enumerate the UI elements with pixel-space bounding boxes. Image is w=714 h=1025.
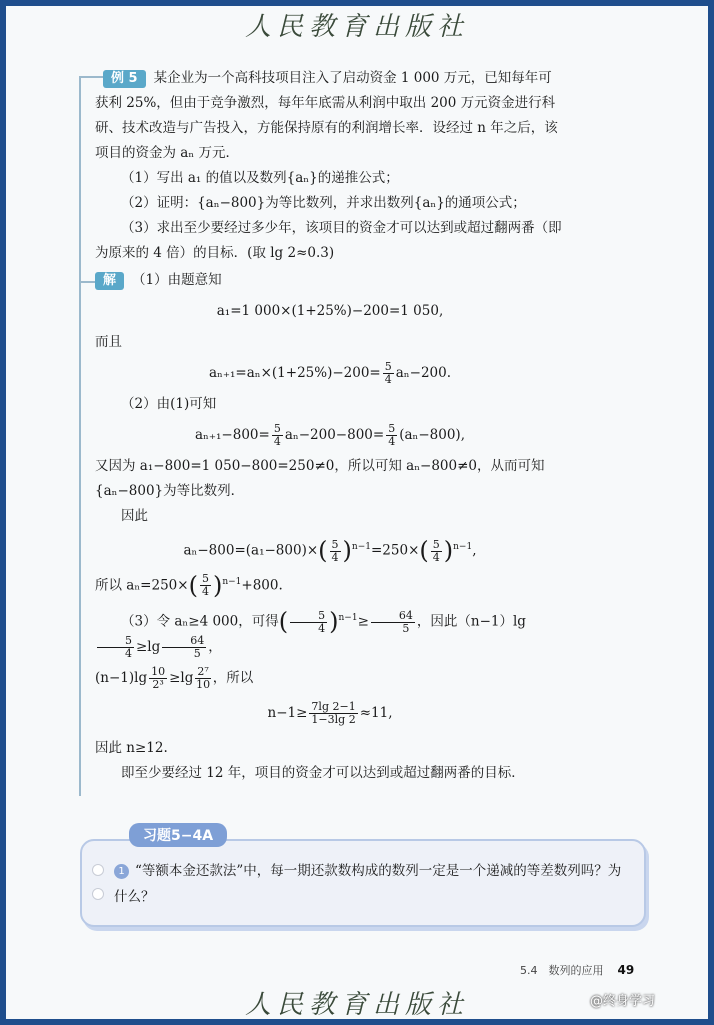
text-also: 而且 [95,334,122,350]
text-final: 即至少要经过 12 年，项目的资金才可以达到或超过翻两番的目标． [121,764,525,781]
text-part2-intro: （2）由(1)可知 [121,396,217,412]
fraction-64-5: $\frac{64}{5}$ [162,635,206,660]
fraction-5-4: $\frac{5}{4}$ [273,422,281,448]
formula-general-term: aₙ−800=(a₁−800)×( $\frac{5}{4}$ )$^{n-1}$=250×( $\frac{5}{4}$ )$^{n-1}$, [183,536,477,565]
example-question-1: （1）写出 a₁ 的值以及数列{aₙ}的递推公式； [121,170,399,186]
watermark: @终身学习 [590,994,656,1009]
fraction-5-4: $\frac{5}{4}$ [290,610,327,635]
fraction-64-5: $\frac{64}{5}$ [371,610,415,635]
example-question-2: （2）证明：{aₙ−800}为等比数列，并求出数列{aₙ}的通项公式； [121,195,526,211]
text-therefore: 因此 [121,508,148,524]
page-footer [520,962,634,978]
formula-recurrence: aₙ₊₁=aₙ×(1+25%)−200= $\frac{5}{4}$ aₙ−200. [208,360,452,386]
text-conclude: 因此 n≥12. [95,739,168,756]
section-label: 5.4 数列的应用 [520,964,604,977]
main-content [95,66,565,786]
exercise-tab: 习题5−4A [129,823,227,847]
fraction-5-4: $\frac{5}{4}$ [97,635,134,660]
publisher-header: 人民教育出版社 [244,12,469,42]
text-part3: （3）令 aₙ≥4 000，可得( $\frac{5}{4}$ )$^{n-1}$≥ $\frac{64}{5}$ ，因此（n−1）lg $\frac{5}{4}$ ≥lg $\frac{64}{5}$ ， [95,606,565,660]
formula-inequality: n−1≥ $\frac{7\lg 2-1}{1-3\lg 2}$ ≈11, [267,699,393,726]
example-problem: 例 5 某企业为一个高科技项目注入了启动资金 1 000 万元，已知每年可获利 25%，但由于竞争激烈，每年年底需从利润中取出 200 万元资金进行科研、技术改造与广告投入，方能保持原有的利润增长率．设经过 n 年之后，该项目的资金为 aₙ 万元． [95,70,558,161]
example-question-3: （3）求出至少要经过多少年，该项目的资金才可以达到或超过翻两番（即为原来的 4 倍）的目标．(取 lg 2≈0.3) [95,220,562,261]
publisher-footer: 人民教育出版社 [244,990,469,1020]
formula-a1: a₁=1 000×(1+25%)−200=1 050, [216,303,444,319]
fraction-lg: $\frac{7\lg 2-1}{1-3\lg 2}$ [311,699,356,726]
formula-geometric: aₙ₊₁−800= $\frac{5}{4}$ aₙ−200−800= $\frac{5}{4}$ (aₙ−800), [195,422,465,448]
text-part3-b: (n−1)lg $\frac{10}{\text{2³}}$ ≥lg $\frac{\text{2⁷}}{10}$ ，所以 [95,664,254,691]
fraction-5-4: $\frac{5}{4}$ [432,537,440,564]
text-so: 所以 aₙ=250×( $\frac{5}{4}$ )$^{n-1}$+800. [95,571,283,599]
frame-left-border [0,0,6,1025]
binder-ring [92,888,104,900]
solution-badge: 解 [95,272,124,290]
text-proof: 又因为 a₁−800=1 050−800=250≠0，所以可知 aₙ−800≠0，从而可知{aₙ−800}为等比数列． [95,458,545,499]
question-number-badge: 1 [114,864,129,879]
frame-right-border [708,0,714,1025]
page-number: 49 [617,963,635,977]
exercise-question: 1 “等额本金还款法”中，每一期还款数构成的数列一定是一个递减的等差数列吗？为什么？ [114,863,622,905]
fraction-5-4: $\frac{5}{4}$ [201,572,209,598]
fraction-5-4: $\frac{5}{4}$ [384,360,392,386]
margin-rule [79,76,81,796]
fraction-10-2cubed: $\frac{10}{\text{2³}}$ [151,664,166,691]
solution-start: 解 （1）由题意知 [95,268,565,293]
binder-ring [92,864,104,876]
fraction-5-4: $\frac{5}{4}$ [388,422,396,448]
example-badge: 例 5 [103,70,146,88]
fraction-5-4: $\frac{5}{4}$ [331,537,339,564]
fraction-2pow7-10: $\frac{\text{2⁷}}{10}$ [196,664,211,691]
